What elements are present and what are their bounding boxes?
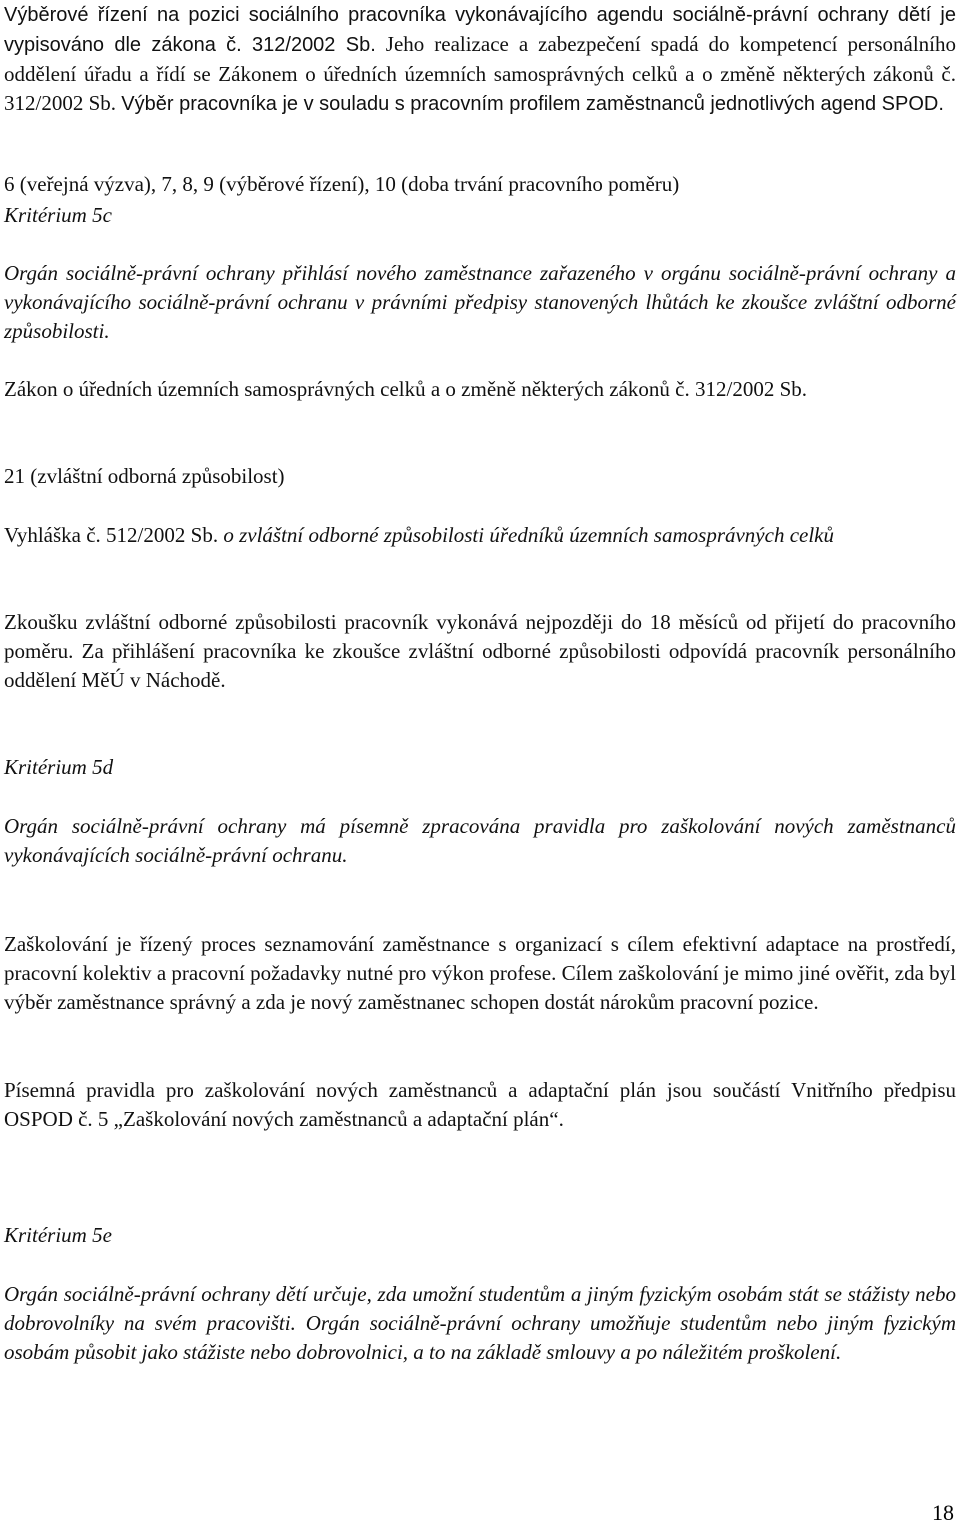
page-number: 18 <box>932 1500 954 1525</box>
intro-sans-text: Výběrové řízení na pozici sociálního pracovníka vykonávajícího agendu sociálně-právní ochrany dětí je vypisováno dle zákona č. 312/2002 Sb. <box>4 4 956 56</box>
k5e-statement: Orgán sociálně-právní ochrany dětí určuje, zda umožní studentům a jiným fyzickým osobám stát se stážisty nebo dobrovolníky na svém pracovišti. Orgán sociálně-právní ochrany umožňuje studentům nebo jiným fyzickým osobám působit jako stážiste nebo dobrovolnici, a to na základě smlouvy a po náležitém proškolení. <box>4 1282 956 1364</box>
k5e-heading: Kritérium 5e <box>4 1223 112 1247</box>
k5c-statement: Orgán sociálně-právní ochrany přihlásí nového zaměstnance zařazeného v orgánu sociálně-právní ochrany a vykonávajícího sociálně-právní ochranu v právními předpisy stanovených lhůtách ke zkoušce zvláštní odborné způsobilosti. <box>4 261 956 343</box>
k5c-body-b: Za přihlášení pracovníka ke zkoušce zvláštní odborné způsobilosti odpovídá pracovník personálního oddělení MěÚ v Náchodě. <box>4 639 956 692</box>
k5c-decree-number: Vyhláška č. 512/2002 Sb. <box>4 523 219 547</box>
k5c-heading: Kritérium 5c <box>4 203 112 227</box>
k5c-decree-title: o zvláštní odborné způsobilosti úředníků územních samosprávných celků <box>223 523 834 547</box>
intro-sans-text-2: Výběr pracovníka je v souladu s pracovním profilem zaměstnanců jednotlivých agend SPOD. <box>121 93 944 115</box>
intro-serif-text: Jeho realizace a zabezpečení spadá do kompetencí personálního oddělení úřadu a řídí se Zákonem o úředních územních samosprávných celků a o změně některých zákonů č. 312/2002 Sb. <box>4 32 956 115</box>
k5c-section: 21 (zvláštní odborná způsobilost) <box>4 464 285 488</box>
intro-paragraph <box>4 0 956 119</box>
k5d-statement: Orgán sociálně-právní ochrany má písemně zpracována pravidla pro zaškolování nových zaměstnanců vykonávajících sociálně-právní ochranu. <box>4 814 956 867</box>
k5c-law: Zákon o úředních územních samosprávných celků a o změně některých zákonů č. 312/2002 Sb. <box>4 377 807 401</box>
k5c-decree <box>4 521 956 550</box>
k5d-heading: Kritérium 5d <box>4 755 114 779</box>
k5c-body-a: Zkoušku zvláštní odborné způsobilosti pracovník vykonává nejpozději do 18 měsíců od přijetí do pracovního poměru. <box>4 610 956 663</box>
sections-line: 6 (veřejná výzva), 7, 8, 9 (výběrové řízení), 10 (doba trvání pracovního poměru) <box>4 172 680 196</box>
k5d-body-1: Zaškolování je řízený proces seznamování zaměstnance s organizací s cílem efektivní adaptace na prostředí, pracovní kolektiv a pracovní požadavky nutné pro výkon profese. Cílem zaškolování je mimo jiné ověřit, zda byl výběr zaměstnance správný a zda je nový zaměstnanec schopen dostát nárokům pracovní pozice. <box>4 932 956 1014</box>
k5d-body-2: Písemná pravidla pro zaškolování nových zaměstnanců a adaptační plán jsou součástí Vnitřního předpisu OSPOD č. 5 „Zaškolování nových zaměstnanců a adaptační plán“. <box>4 1078 956 1131</box>
k5c-body <box>4 608 956 695</box>
